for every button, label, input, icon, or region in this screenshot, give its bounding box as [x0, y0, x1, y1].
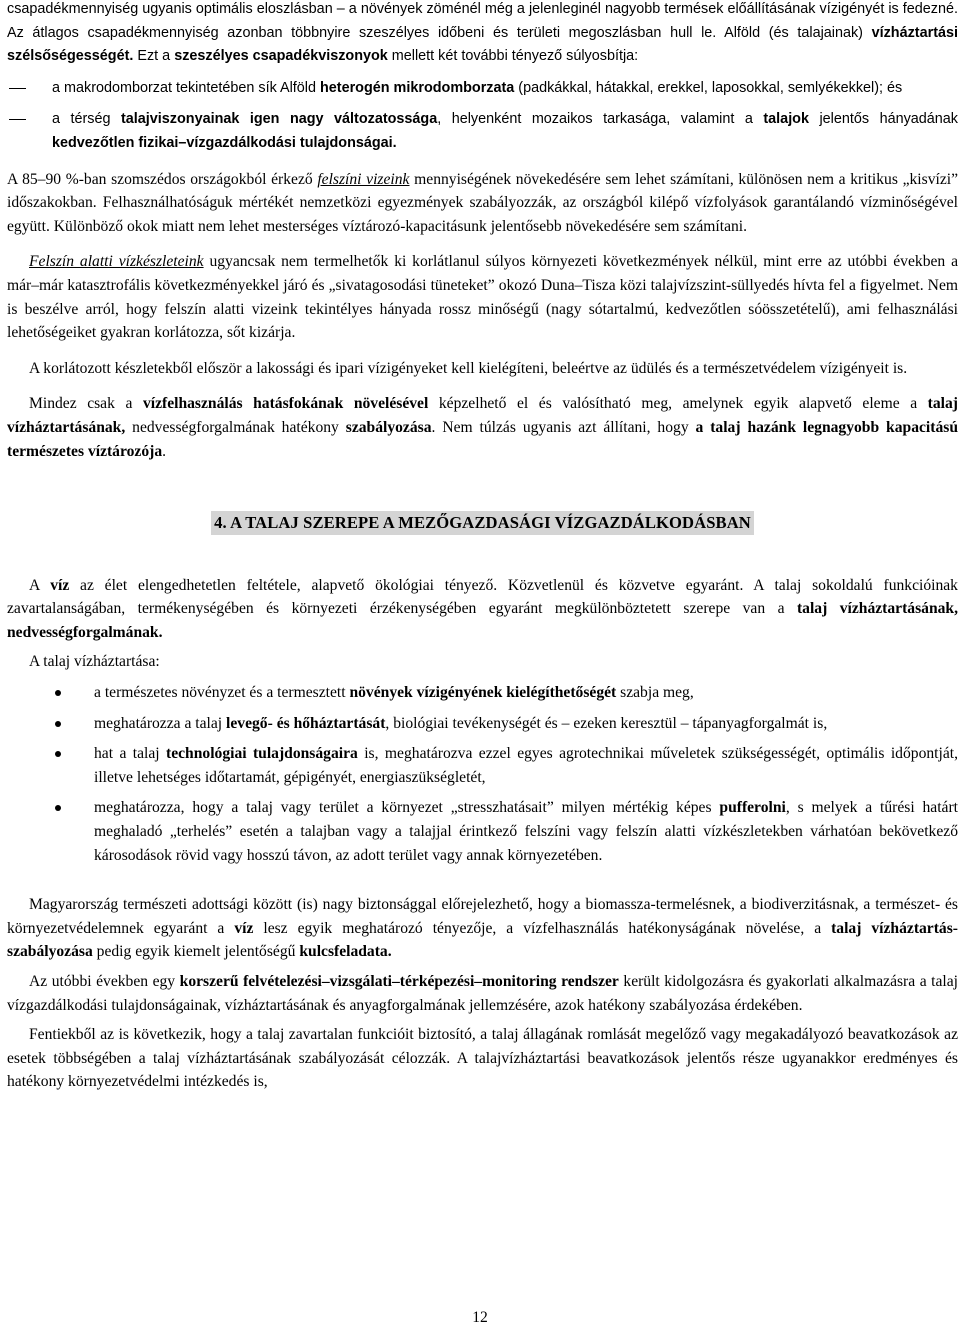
bold-run: technológiai tulajdonságaira: [166, 745, 358, 763]
text-run: nedvességforgalmának hatékony: [125, 418, 346, 436]
hungary-paragraph: [7, 893, 958, 964]
bold-run: korszerű felvételezési–vizsgálati–térképezési–monitoring rendszer: [179, 973, 619, 990]
bold-run: pufferolni: [719, 799, 786, 817]
bold-run: víz: [50, 576, 70, 594]
bold-run: talaj vízháztartás-szabályozása: [7, 919, 958, 961]
monitoring-paragraph: [7, 970, 958, 1017]
bold-run: a talaj hazánk legnagyobb kapacitású természetes víztározója: [7, 418, 958, 460]
text-run: hat a talaj: [94, 745, 167, 763]
bold-run: víz: [234, 919, 254, 937]
limited-resources-paragraph: A korlátozott készletekből először a lakossági és ipari vízigényeket kell kielégíteni, beleértve az üdülés és a természetvédelem vízigényeit is.: [29, 359, 908, 377]
text-run: képzelhető el és valósítható meg, amelynek egyik alapvető eleme a: [428, 395, 928, 413]
list-intro: A talaj vízháztartása:: [29, 653, 160, 671]
section-heading-wrap: [7, 511, 958, 536]
bold-run: talaj vízháztartásának,: [7, 395, 958, 436]
bold-run: talajviszonyainak igen nagy változatossága: [121, 111, 438, 128]
document-page: [7, 0, 958, 1094]
bold-run: heterogén mikrodomborzata: [319, 79, 515, 96]
text-run: mennyiségének növekedésére sem lehet számítani, különösen nem a kritikus „kisvízi” időszakokban. Felhasználhatóságuk mértékét nemzetközi egyezmények szabályozzák, az országból kilépő vízfolyások garantálandó vízminőségével együtt. Különböző okok miatt nem lehet mesterséges víztározó-kapacitásunk jelentősebb növekedésére sem számítani.: [7, 170, 958, 235]
underlined-term: felszíni vizeink: [317, 170, 410, 188]
bullet-item: [7, 712, 958, 736]
text-run: . Nem túlzás ugyanis azt állítani, hogy: [431, 418, 696, 436]
bold-run: növények vízigényének kielégíthetőségét: [349, 684, 617, 702]
bold-run: szabályozása: [345, 418, 432, 436]
bullet-item: [7, 742, 958, 789]
final-paragraph: Fentiekből az is következik, hogy a talaj zavartalan funkcióit biztosító, a talaj állagának romlását megelőző vagy megakadályozó beavatkozások az esetek többségében a talaj vízháztartásának szabályozását célozzák. A talajvízháztartási beavatkozások jelentős része ugyanakkor eredményes és hatékony környezetvédelmi intézkedés is,: [7, 1026, 958, 1091]
text-run: (padkákkal, hátakkal, erekkel, laposokkal, semlyékekkel); és: [514, 79, 903, 96]
text-run: jelentős hányadának: [808, 111, 958, 128]
text-run: , s melyek a tűrési határt meghaladó „terhelés” esetén a talajban vagy a talajjal érintkező felszíni vagy felszín alatti vízkészletekben várhatóan bekövetkező károsodások rövid vagy hosszú távon, az adott terület vagy annak környezetében.: [94, 799, 959, 864]
bullet-item: [7, 796, 958, 867]
text-run: lesz egyik meghatározó tényezője, a vízfelhasználás hatékonyságának növelése, a: [253, 919, 832, 937]
text-run: Az utóbbi években egy: [29, 973, 180, 990]
bold-run: levegő- és hőháztartását: [226, 714, 386, 732]
bold-run: kedvezőtlen fizikai–vízgazdálkodási tulajdonságai.: [52, 134, 397, 151]
text-run: , biológiai tevékenységét és – ezeken keresztül – tápanyagforgalmát is,: [385, 714, 828, 732]
bold-run: talaj vízháztartásának, nedvességforgalmának.: [7, 600, 958, 641]
text-run: meghatározza a talaj: [94, 714, 227, 732]
text-run: a térség: [52, 111, 121, 128]
bold-run: talajok: [763, 111, 809, 128]
underlined-term: Felszín alatti vízkészleteink: [29, 253, 204, 271]
text-run: ugyancsak nem termelhetők ki korlátlanul súlyos környezeti következmények nélkül, mint erre az utóbbi években a már–már katasztrofális következményekkel járó és „sivatagosodási tüneteket” okozó Duna–Tisza közi talajvízszint-süllyedés hívta fel a figyelmet. Nem is beszélve arról, hogy felszín alatti vizeink tekintélyes hányada rossz minőségű (nagy sótartalmú, kedvezőtlen sóösszetételű), ami felhasználási lehetőségeiket gyakran korlátozza, sőt kizárja.: [7, 253, 958, 342]
page-number: 12: [472, 1309, 488, 1326]
text-run: csapadékmennyiség ugyanis optimális eloszlásban – a növények zöménél még a jelenleginél nagyobb termések előállításának vízigényét is fedezné. Az átlagos csapadékmennyiség azonban többnyire szeszélyes időbeni és területi megoszlásban hull le. Alföld (és talajainak): [7, 1, 958, 41]
text-run: pedig egyik kiemelt jelentőségű: [92, 943, 300, 961]
surface-water-paragraph: [7, 168, 958, 239]
text-run: mellett két további tényező súlyosbítja:: [387, 48, 639, 65]
text-run: a makrodomborzat tekintetében sík Alföld: [52, 79, 320, 96]
bullet-item: [7, 681, 958, 705]
text-run: az élet elengedhetetlen feltétele, alapvető ökológiai tényező. Közvetlenül és közvetve egyaránt. A talaj sokoldalú funkcióinak zavartalanságában, termékenységében és környezeti érzékenységében egyaránt megkülönböztetett szerepe van a: [7, 576, 958, 618]
text-run: Magyarország természeti adottsági között (is) nagy biztonsággal előrejelezhető, hogy a biomassza-termelésnek, a biodiverzitásnak, a természet- és környezetvédelemnek egyaránt a: [7, 896, 958, 937]
bold-run: vízháztartási szélsőségességét.: [7, 24, 958, 65]
bold-run: kulcsfeladata.: [299, 943, 392, 961]
text-run: A: [29, 576, 51, 594]
text-run: került kidolgozásra és gyakorlati alkalmazásra a talaj vízgazdálkodási tulajdonságainak, vízháztartásának és anyagforgalmának jellemzésére, azok hatékony szabályozása érdekében.: [7, 973, 958, 1014]
text-run: .: [162, 442, 167, 460]
text-run: Mindez csak a: [29, 395, 143, 413]
water-use-paragraph: [7, 392, 958, 463]
dash-item: [7, 77, 958, 101]
water-role-paragraph: [7, 574, 958, 645]
text-run: szabja meg,: [616, 684, 694, 702]
text-run: Ezt a: [133, 48, 175, 65]
bold-run: vízfelhasználás hatásfokának növelésével: [142, 395, 429, 413]
factor-list: [7, 77, 958, 156]
text-run: a természetes növényzet és a termesztett: [94, 684, 350, 702]
section-heading: 4. A TALAJ SZEREPE A MEZŐGAZDASÁGI VÍZGAZDÁLKODÁSBAN: [211, 511, 754, 535]
bold-run: szeszélyes csapadékviszonyok: [174, 48, 388, 65]
water-balance-list: [7, 681, 958, 867]
dash-item: [7, 108, 958, 155]
text-run: is, meghatározva ezzel egyes agrotechnikai műveletek szükségességét, optimális időpontját, illetve lehetséges időtartamát, gépigényét, energiaszükségletét,: [94, 745, 958, 786]
groundwater-paragraph: [7, 250, 958, 344]
text-run: meghatározza, hogy a talaj vagy terület a környezet „stresszhatásait” milyen mértékig képes: [94, 799, 720, 817]
intro-paragraph: [7, 0, 958, 69]
text-run: , helyenként mozaikos tarkasága, valamint a: [437, 111, 764, 128]
text-run: A 85–90 %-ban szomszédos országokból érkező: [7, 170, 318, 188]
